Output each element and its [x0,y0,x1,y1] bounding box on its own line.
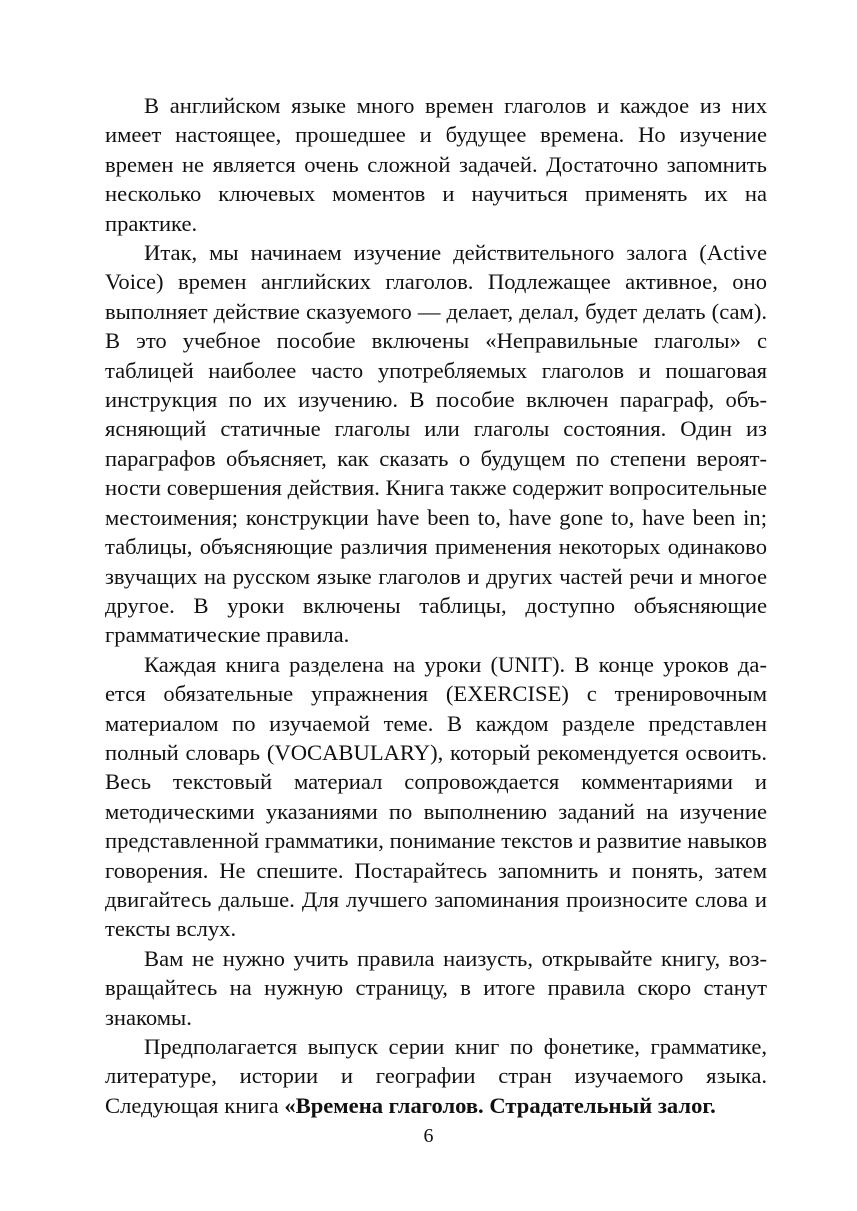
page-number: 6 [423,1125,434,1147]
next-book-title: «Времена глаголов. Страдательный залог. [284,1092,716,1118]
paragraph-rules: Вам не нужно учить правила наизусть, открывайте книгу, возвращайтесь на нужную страницу, в итоге правила скоро станут знакомы. [105,945,767,1030]
paragraph-intro: В английском языке много времен глаголов и каждое из них имеет настоящее, прошедшее и будущее времена. Но изучение времен не является очень сложной задачей. Достаточно запомнить несколько ключевых моментов и научиться применять их на практике. [105,93,767,236]
paragraph-units: Каждая книга разделена на уроки (UNIT). В конце уроков дается обязательные упражнения (EXERCISE) с тренировочным материалом по изучаемой теме. В каждом разделе представлен полный словарь (VOCABULARY), который рекомендуется освоить. Весь текстовый материал сопровождается комментариями и методическими указаниями по выполнению заданий на изучение представленной грамматики, понимание текстов и развитие навыков говорения. Не спешите. Постарайтесь запомнить и понять, затем двигайтесь дальше. Для лучшего запоминания произносите слова и тексты вслух. [105,651,767,942]
paragraph-series [105,1032,767,1120]
paragraph-series-text: Предполагается выпуск серии книг по фонетике, грамматике, литературе, истории и географии стран изучаемого языка. Следующая книга [105,1034,767,1118]
paragraph-active-voice: Итак, мы начинаем изучение действительного залога (Active Voice) времен английских глаголов. Подлежащее активное, оно выполняет действие сказуемого — делает, делал, будет делать (сам). В это учебное пособие включены «Неправильные глаголы» с таблицей наиболее часто употребляемых глаголов и пошаговая инструкция по их изучению. В пособие включен параграф, объясняющий статичные глаголы или глаголы состояния. Один из параграфов объясняет, как сказать о будущем по степени вероятности совершения действия. Книга также содержит вопросительные местоимения; конструкции have been to, have gone to, have been in; таблицы, объясняющие различия применения некоторых одинаково звучащих на русском языке глаголов и других частей речи и многое другое. В уроки включены таблицы, доступно объясняющие грамматические правила. [105,240,767,648]
page-body [105,91,767,1120]
